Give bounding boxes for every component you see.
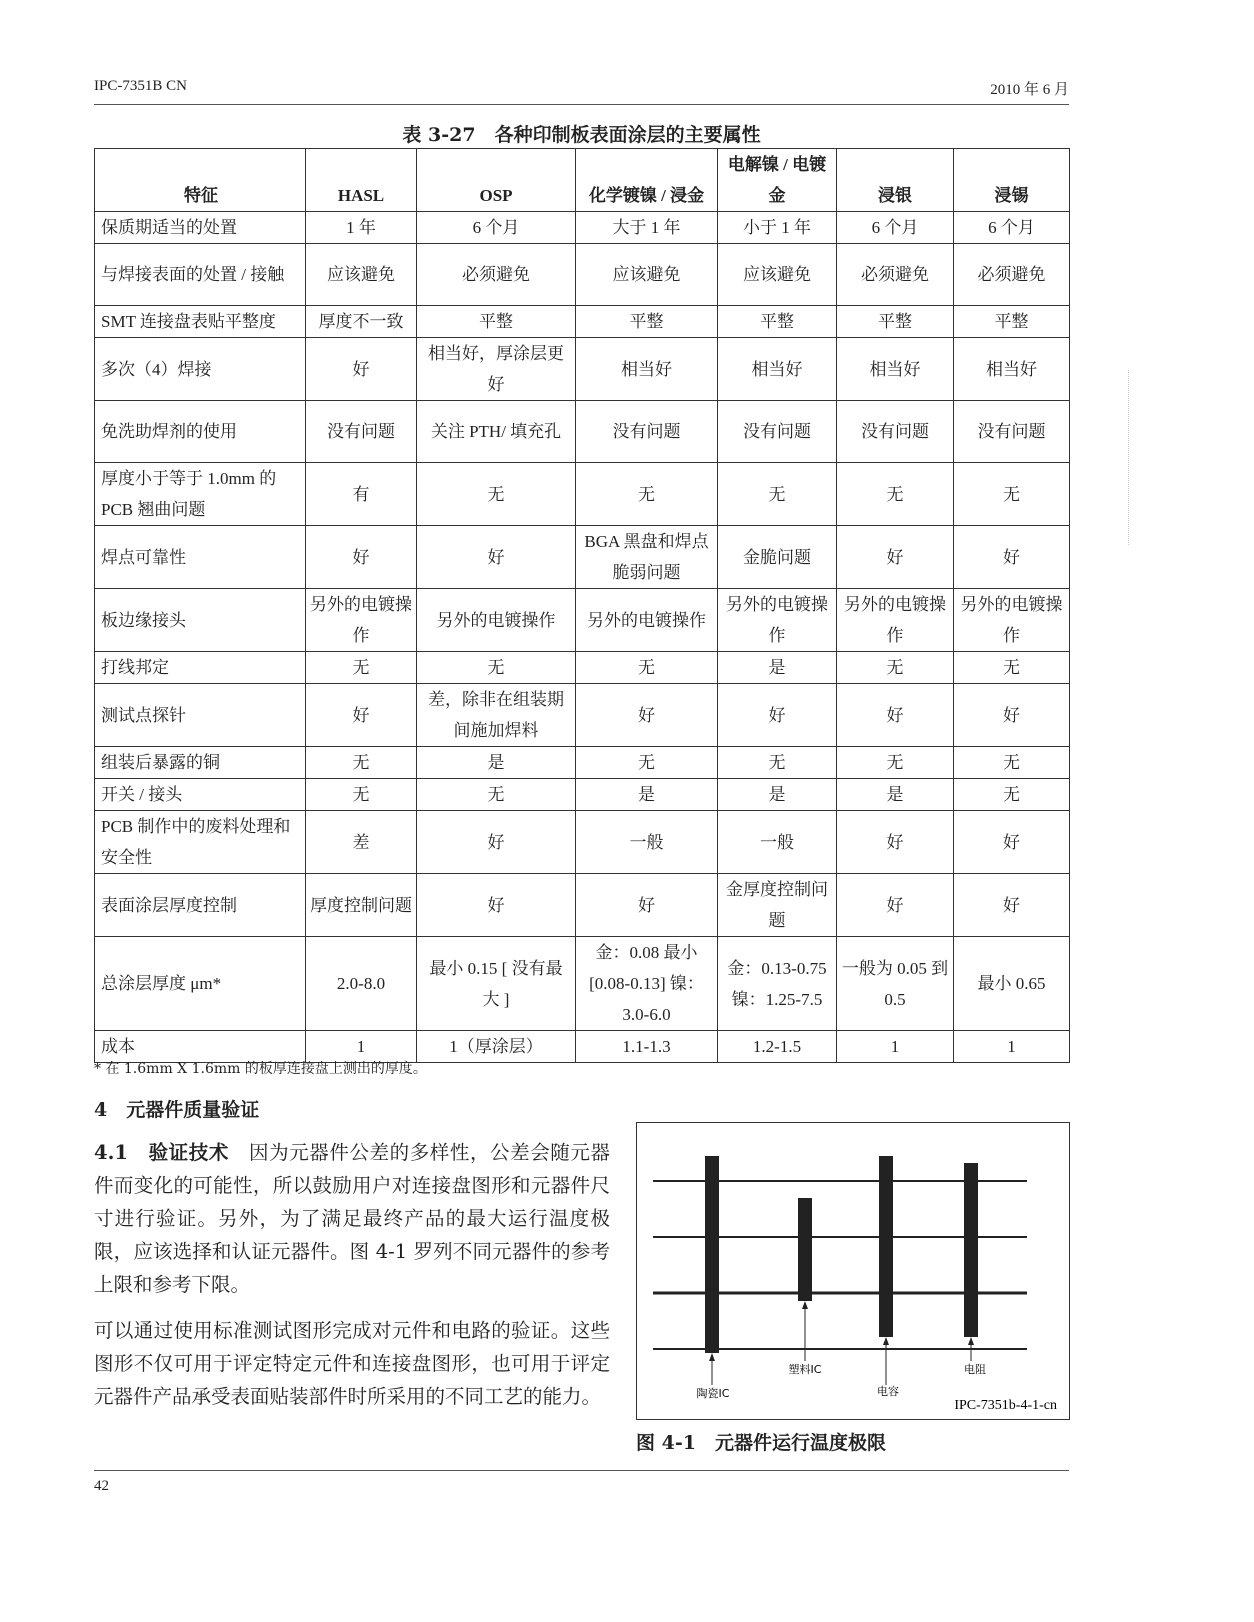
- table-cell: 1.2-1.5: [718, 1031, 837, 1063]
- table-row: [95, 652, 1070, 684]
- table-cell: 好: [954, 526, 1070, 589]
- table-cell: 无: [576, 652, 718, 684]
- table-row: [95, 244, 1070, 306]
- table-cell: 好: [837, 811, 954, 874]
- table-cell: 相当好: [954, 338, 1070, 401]
- table-cell: 无: [576, 747, 718, 779]
- table-cell: 1.1-1.3: [576, 1031, 718, 1063]
- table-cell: 无: [417, 779, 576, 811]
- table-cell: 1: [306, 1031, 417, 1063]
- properties-table: [94, 148, 1070, 1063]
- table-cell: 另外的电镀操作: [576, 589, 718, 652]
- table-cell: 应该避免: [306, 244, 417, 306]
- bar-ceramic-ic: [705, 1156, 719, 1353]
- table-cell: 2.0-8.0: [306, 937, 417, 1031]
- table-cell: 相当好，厚涂层更好: [417, 338, 576, 401]
- label-resistor: 电阻: [964, 1363, 986, 1376]
- table-cell: 无: [837, 652, 954, 684]
- temperature-limits-diagram: [637, 1123, 1071, 1421]
- table-cell: 6 个月: [837, 212, 954, 244]
- table-cell: 无: [954, 463, 1070, 526]
- paragraph-1-text: 因为元器件公差的多样性，公差会随元器件而变化的可能性，所以鼓励用户对连接盘图形和元器件尺寸进行验证。另外，为了满足最终产品的最大运行温度极限，应该选择和认证元器件。图 4-1 罗列不同元器件的参考上限和参考下限。: [94, 1141, 610, 1296]
- bar-plastic-ic: [798, 1198, 812, 1301]
- table-cell: 1: [837, 1031, 954, 1063]
- table-title: 表 3-27 各种印制板表面涂层的主要属性: [402, 124, 761, 146]
- table-cell: 无: [417, 463, 576, 526]
- table-cell: 金：0.08 最小 [0.08-0.13] 镍：3.0-6.0: [576, 937, 718, 1031]
- row-label: 免洗助焊剂的使用: [95, 401, 306, 463]
- table-cell: 另外的电镀操作: [837, 589, 954, 652]
- table-cell: 好: [417, 811, 576, 874]
- table-row: [95, 937, 1070, 1031]
- paragraph-2: 可以通过使用标准测试图形完成对元件和电路的验证。这些图形不仅可用于评定特定元件和连接盘图形，也可用于评定元器件产品承受表面贴装部件时所采用的不同工艺的能力。: [94, 1319, 610, 1408]
- row-label: 厚度小于等于 1.0mm 的 PCB 翘曲问题: [95, 463, 306, 526]
- row-label: 测试点探针: [95, 684, 306, 747]
- table-cell: 平整: [417, 306, 576, 338]
- table-cell: 厚度控制问题: [306, 874, 417, 937]
- table-cell: 必须避免: [837, 244, 954, 306]
- column-header: 电解镍 / 电镀金: [718, 149, 837, 212]
- header-doc-id: IPC-7351B CN: [94, 78, 187, 94]
- table-cell: 没有问题: [837, 401, 954, 463]
- table-cell: 必须避免: [954, 244, 1070, 306]
- table-cell: 金厚度控制问题: [718, 874, 837, 937]
- table-row: [95, 212, 1070, 244]
- table-cell: 平整: [837, 306, 954, 338]
- table-cell: 无: [954, 652, 1070, 684]
- column-header: 化学镀镍 / 浸金: [576, 149, 718, 212]
- table-cell: 1（厚涂层）: [417, 1031, 576, 1063]
- table-cell: 应该避免: [576, 244, 718, 306]
- label-plastic-ic: 塑料IC: [788, 1363, 822, 1376]
- column-header: OSP: [417, 149, 576, 212]
- table-cell: 没有问题: [306, 401, 417, 463]
- row-label: 组装后暴露的铜: [95, 747, 306, 779]
- table-cell: 关注 PTH/ 填充孔: [417, 401, 576, 463]
- table-cell: 厚度不一致: [306, 306, 417, 338]
- column-header: 浸银: [837, 149, 954, 212]
- table-cell: 好: [417, 874, 576, 937]
- table-cell: 好: [576, 874, 718, 937]
- table-cell: 没有问题: [718, 401, 837, 463]
- table-row: [95, 589, 1070, 652]
- table-cell: 另外的电镀操作: [306, 589, 417, 652]
- table-cell: 好: [417, 526, 576, 589]
- table-cell: 1 年: [306, 212, 417, 244]
- table-cell: 好: [954, 874, 1070, 937]
- header-rule: [94, 104, 1069, 105]
- table-cell: 差: [306, 811, 417, 874]
- table-cell: 一般: [718, 811, 837, 874]
- paragraph-1: [94, 1136, 610, 1301]
- table-cell: 好: [306, 684, 417, 747]
- row-label: 与焊接表面的处置 / 接触: [95, 244, 306, 306]
- row-label: 总涂层厚度 μm*: [95, 937, 306, 1031]
- table-row: [95, 338, 1070, 401]
- table-cell: 是: [837, 779, 954, 811]
- row-label: 保质期适当的处置: [95, 212, 306, 244]
- table-cell: BGA 黑盘和焊点脆弱问题: [576, 526, 718, 589]
- page-number: 42: [94, 1478, 109, 1494]
- row-label: SMT 连接盘表贴平整度: [95, 306, 306, 338]
- row-label: 表面涂层厚度控制: [95, 874, 306, 937]
- table-cell: 无: [306, 652, 417, 684]
- table-cell: 无: [954, 779, 1070, 811]
- table-footnote: * 在 1.6mm X 1.6mm 的板厚连接盘上测出的厚度。: [94, 1061, 427, 1077]
- table-row: [95, 779, 1070, 811]
- table-cell: 好: [306, 338, 417, 401]
- table-cell: 无: [837, 463, 954, 526]
- table-cell: 是: [576, 779, 718, 811]
- table-cell: 好: [837, 874, 954, 937]
- table-cell: 最小 0.15 [ 没有最大 ]: [417, 937, 576, 1031]
- table-row: [95, 526, 1070, 589]
- table-row: [95, 874, 1070, 937]
- table-row: [95, 401, 1070, 463]
- table-cell: 相当好: [576, 338, 718, 401]
- column-header: 特征: [95, 149, 306, 212]
- table-cell: 另外的电镀操作: [417, 589, 576, 652]
- table-cell: 无: [837, 747, 954, 779]
- table-cell: 一般: [576, 811, 718, 874]
- table-row: [95, 306, 1070, 338]
- table-cell: 6 个月: [954, 212, 1070, 244]
- table-cell: 好: [837, 684, 954, 747]
- figure-id: IPC-7351b-4-1-cn: [954, 1398, 1057, 1413]
- table-cell: 1: [954, 1031, 1070, 1063]
- table-cell: 金脆问题: [718, 526, 837, 589]
- column-header: HASL: [306, 149, 417, 212]
- table-cell: 没有问题: [576, 401, 718, 463]
- row-label: 打线邦定: [95, 652, 306, 684]
- table-cell: 好: [837, 526, 954, 589]
- table-cell: 有: [306, 463, 417, 526]
- table-cell: 相当好: [837, 338, 954, 401]
- table-cell: 无: [417, 652, 576, 684]
- table-cell: 必须避免: [417, 244, 576, 306]
- table-cell: 好: [718, 684, 837, 747]
- footer-rule: [94, 1470, 1069, 1471]
- figure-4-1: [636, 1122, 1070, 1420]
- row-label: 开关 / 接头: [95, 779, 306, 811]
- row-label: 板边缘接头: [95, 589, 306, 652]
- figure-caption: 图 4-1 元器件运行温度极限: [636, 1432, 886, 1454]
- table-cell: 平整: [576, 306, 718, 338]
- table-cell: 大于 1 年: [576, 212, 718, 244]
- table-cell: 平整: [954, 306, 1070, 338]
- table-cell: 6 个月: [417, 212, 576, 244]
- table-cell: 好: [576, 684, 718, 747]
- row-label: 多次（4）焊接: [95, 338, 306, 401]
- table-cell: 无: [576, 463, 718, 526]
- table-cell: 好: [306, 526, 417, 589]
- label-capacitor: 电容: [877, 1385, 899, 1398]
- header-date: 2010 年 6 月: [990, 82, 1069, 98]
- table-cell: 好: [954, 684, 1070, 747]
- table-row: [95, 811, 1070, 874]
- table-cell: 平整: [718, 306, 837, 338]
- table-cell: 小于 1 年: [718, 212, 837, 244]
- table-cell: 一般为 0.05 到 0.5: [837, 937, 954, 1031]
- section-heading: 4 元器件质量验证: [94, 1099, 260, 1121]
- table-row: [95, 463, 1070, 526]
- bar-resistor: [964, 1163, 978, 1337]
- table-cell: 是: [718, 779, 837, 811]
- table-cell: 另外的电镀操作: [954, 589, 1070, 652]
- row-label: 焊点可靠性: [95, 526, 306, 589]
- table-cell: 无: [954, 747, 1070, 779]
- table-cell: 差，除非在组装期间施加焊料: [417, 684, 576, 747]
- table-row: [95, 684, 1070, 747]
- table-cell: 无: [718, 463, 837, 526]
- table-cell: 是: [417, 747, 576, 779]
- margin-mark: [1128, 370, 1129, 545]
- bar-capacitor: [879, 1156, 893, 1337]
- row-label: PCB 制作中的废料处理和安全性: [95, 811, 306, 874]
- table-row: [95, 747, 1070, 779]
- subsection-title: 4.1 验证技术: [94, 1141, 229, 1164]
- table-cell: 无: [306, 747, 417, 779]
- table-cell: 好: [954, 811, 1070, 874]
- column-header: 浸锡: [954, 149, 1070, 212]
- table-header-row: [95, 149, 1070, 212]
- table-cell: 应该避免: [718, 244, 837, 306]
- table-cell: 另外的电镀操作: [718, 589, 837, 652]
- label-ceramic-ic: 陶瓷IC: [696, 1387, 730, 1400]
- table-cell: 金：0.13-0.75 镍：1.25-7.5: [718, 937, 837, 1031]
- table-cell: 没有问题: [954, 401, 1070, 463]
- row-label: 成本: [95, 1031, 306, 1063]
- table-cell: 相当好: [718, 338, 837, 401]
- table-cell: 无: [306, 779, 417, 811]
- table-cell: 是: [718, 652, 837, 684]
- table-cell: 最小 0.65: [954, 937, 1070, 1031]
- table-cell: 无: [718, 747, 837, 779]
